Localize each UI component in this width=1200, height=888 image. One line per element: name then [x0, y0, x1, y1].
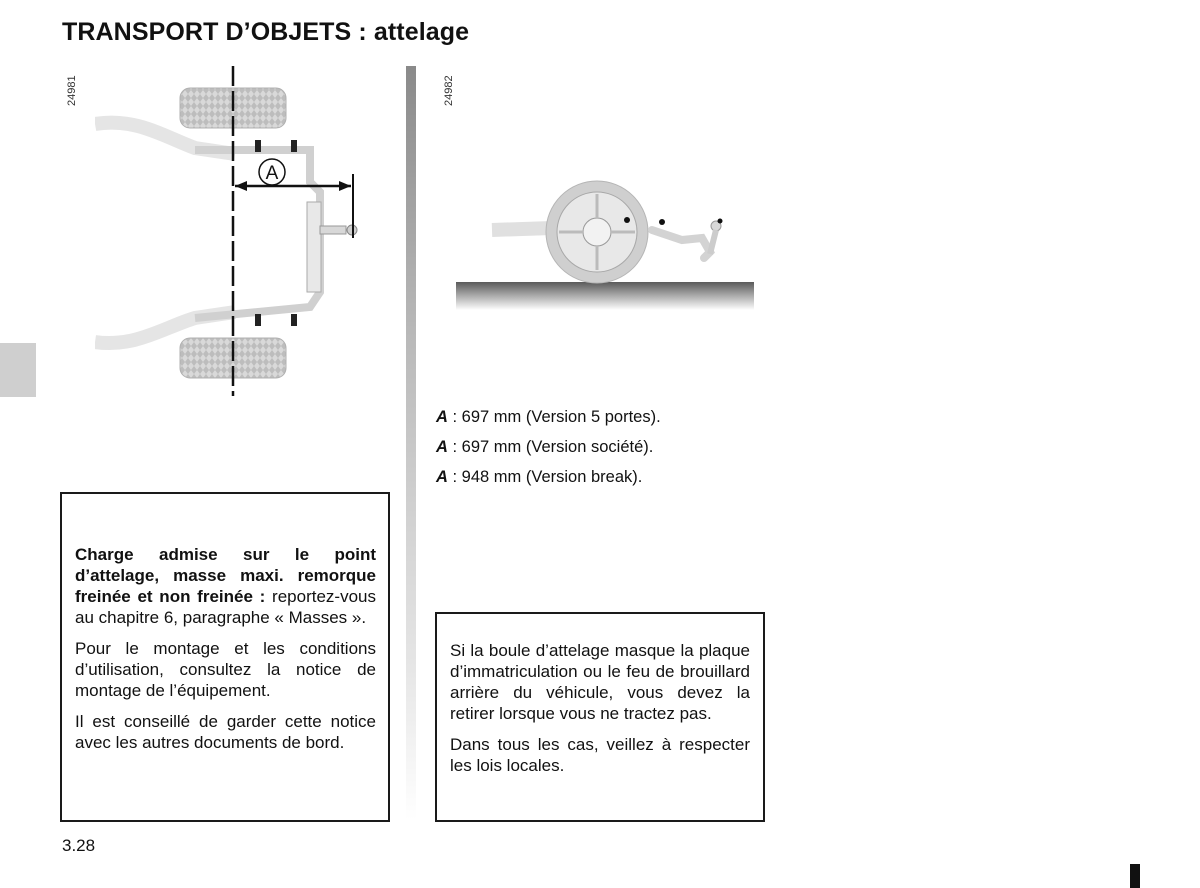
page-edge-marker — [1130, 864, 1140, 888]
mounting-paragraph: Pour le montage et les conditions d’utilisation, consultez la notice de montage de l’équipement. — [75, 639, 376, 700]
load-paragraph: Charge admise sur le point d’attelage, masse maxi. remorque freinée et non freinée : reportez-vous au chapitre 6, paragraphe « Masses ». — [75, 545, 376, 627]
chapter-tab — [0, 343, 36, 397]
keep-notice-paragraph: Il est conseillé de garder cette notice avec les autres documents de bord. — [75, 712, 376, 752]
tow-hitch-side-view-diagram — [452, 170, 762, 320]
page-number: 3.28 — [62, 836, 96, 855]
removal-info-box — [435, 612, 765, 822]
load-info-box — [60, 492, 390, 822]
column-divider — [406, 66, 416, 820]
tow-hitch-top-view-diagram — [95, 62, 395, 402]
list-item: A : 697 mm (Version 5 portes). — [436, 408, 661, 426]
removal-paragraph: Si la boule d’attelage masque la plaque d’immatriculation ou le feu de brouillard arrière du véhicule, vous devez la retirer lorsque vous ne tractez pas. — [450, 641, 750, 723]
figure-code-left: 24981 — [66, 75, 78, 106]
page-title: TRANSPORT D’OBJETS : attelage — [62, 18, 470, 46]
list-item: A : 697 mm (Version société). — [436, 438, 654, 456]
list-item: A : 948 mm (Version break). — [436, 468, 643, 486]
dimension-list — [436, 402, 661, 492]
local-laws-paragraph: Dans tous les cas, veillez à respecter les lois locales. — [450, 735, 750, 775]
dimension-label-a: A — [265, 163, 279, 184]
figure-code-right: 24982 — [443, 75, 455, 106]
